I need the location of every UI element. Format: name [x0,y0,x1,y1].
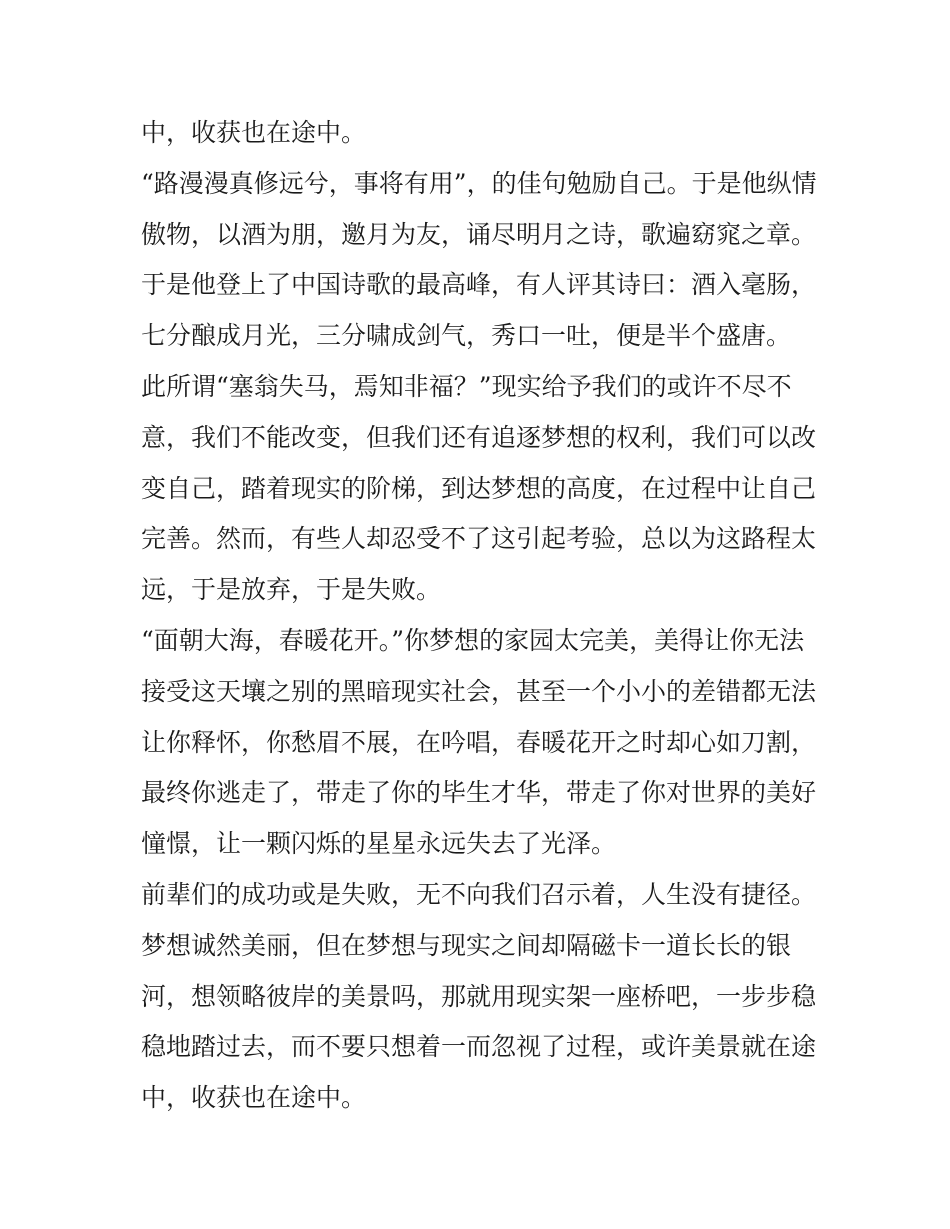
text-line: 七分酿成月光，三分啸成剑气，秀口一吐，便是半个盛唐。 [141,321,792,351]
text-line: 变自己，踏着现实的阶梯，到达梦想的高度，在过程中让自己 [141,473,817,503]
text-line: 河，想领略彼岸的美景吗，那就用现实架一座桥吧，一步步稳 [141,981,817,1011]
text-line: 梦想诚然美丽，但在梦想与现实之间却隔磁卡一道长长的银 [141,930,792,960]
text-line: 中，收获也在途中。 [141,1083,367,1113]
text-line: 憧憬，让一颗闪烁的星星永远失去了光泽。 [141,829,617,859]
text-line: 中，收获也在途中。 [141,118,367,147]
text-line: 此所谓“塞翁失马，焉知非福？”现实给予我们的或许不尽不 [141,371,792,401]
text-line: “路漫漫真修远兮，事将有用”，的佳句勉励自己。于是他纵情 [141,168,817,198]
text-line: 远，于是放弃，于是失败。 [141,575,442,605]
text-line: 傲物，以酒为朋，邀月为友，诵尽明月之诗，歌遍窈窕之章。 [141,219,817,249]
text-line: 接受这天壤之别的黑暗现实社会，甚至一个小小的差错都无法 [141,676,817,706]
essay-text [141,108,816,1124]
text-line: 稳地踏过去，而不要只想着一而忽视了过程，或许美景就在途 [141,1032,817,1062]
text-line: “面朝大海，春暖花开。”你梦想的家园太完美，美得让你无法 [141,625,805,655]
text-line: 最终你逃走了，带走了你的毕生才华，带走了你对世界的美好 [141,778,817,808]
text-line: 前辈们的成功或是失败，无不向我们召示着，人生没有捷径。 [141,879,817,909]
text-line: 让你释怀，你愁眉不展，在吟唱，春暖花开之时却心如刀割， [141,727,817,757]
text-line: 完善。然而，有些人却忍受不了这引起考验，总以为这路程太 [141,524,817,554]
text-line: 于是他登上了中国诗歌的最高峰，有人评其诗曰：酒入毫肠， [141,270,817,300]
text-line: 意，我们不能改变，但我们还有追逐梦想的权利，我们可以改 [141,422,817,452]
